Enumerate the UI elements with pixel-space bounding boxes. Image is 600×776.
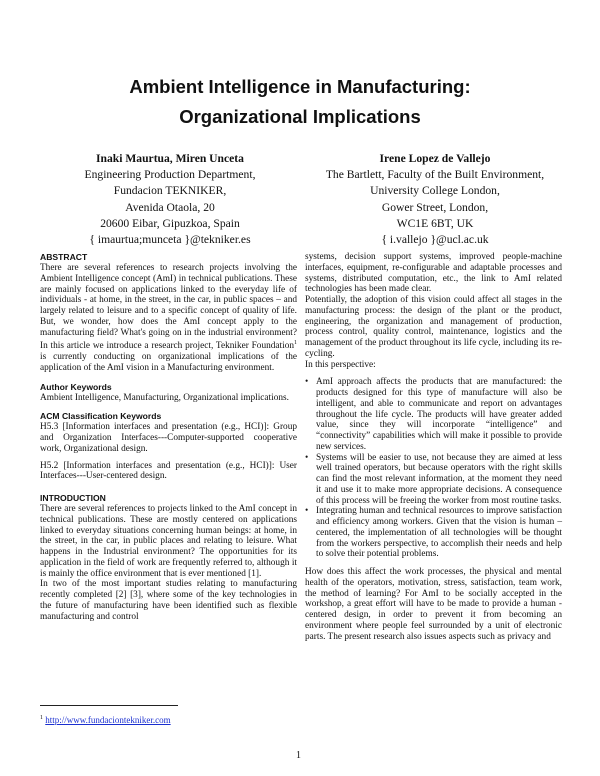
- left-column: [40, 252, 297, 622]
- footnote-link[interactable]: http://www.fundaciontekniker.com: [45, 715, 171, 725]
- body-paragraph: systems, decision support systems, improved people-machine interfaces, equipment, re-configurable and adaptable processes and systems, distributed computation, etc., the link to AmI related technologies has been made clear.: [305, 252, 562, 295]
- abstract-text-a: There are several references to research projects involving the Ambient Intelligence concept (AmI) in technical publications. These are mainly focused on applications linked to the everyday life of individuals - at home, in the street, in the car, in public spaces – and largely related to leisure and to a specific concept of quality of life. But, we wonder, how does the AmI concept apply to the manufacturing field? What's going on in the industrial environment? In this article we introduce a research project, Tekniker Foundation: [40, 263, 297, 352]
- author-email: { imaurtua;munceta }@tekniker.es: [89, 233, 251, 247]
- author-email: { i.vallejo }@ucl.ac.uk: [381, 233, 489, 247]
- author-names: Inaki Maurtua, Miren Unceta: [96, 152, 244, 165]
- author-block-1: [40, 151, 300, 248]
- introduction-heading: INTRODUCTION: [40, 493, 106, 504]
- abstract-heading: ABSTRACT: [40, 252, 88, 262]
- author-block-2: [305, 151, 565, 248]
- acm-keyword-item: H5.3 [Information interfaces and presentation (e.g., HCI)]: Group and Organization Interfaces---Computer-supported cooperative work, Organizational design.: [40, 422, 297, 454]
- footnote-marker: 1: [294, 340, 297, 347]
- footnote: [40, 715, 171, 725]
- body-paragraph: In this perspective:: [305, 359, 376, 370]
- acm-keyword-item: H5.2 [Information interfaces and presentation (e.g., HCI)]: User Interfaces---User-centered design.: [40, 460, 297, 482]
- right-column: [305, 252, 562, 642]
- affiliation-line: Fundacion TEKNIKER,: [113, 184, 227, 198]
- affiliation-line: University College London,: [370, 184, 500, 198]
- abstract-text-b: is currently conducting on organizational implications of the application of the AmI vision in a Manufacturing environment.: [40, 352, 297, 373]
- affiliation-line: Avenida Otaola, 20: [125, 200, 215, 214]
- affiliation-line: WC1E 6BT, UK: [396, 216, 474, 230]
- bullet-item: • Systems will be easier to use, not because they are aimed at less well trained operators, but because operators with the right skills can find the most relevant information, at the moment they need it and use it to make more appropriate decisions. A consequence of this process will be freeing the worker from most routine tasks.: [305, 453, 562, 507]
- abstract-text: [40, 263, 297, 374]
- body-paragraph: Potentially, the adoption of this vision could affect all stages in the manufacturing process: the design of the plant or the product, engineering, the organization and management of production, process control, quality control, maintenance, logistics and the management of the product throughout its life cycle, including its re-cycling.: [305, 295, 562, 359]
- intro-paragraph: In two of the most important studies relating to manufacturing recently completed [2] [3], where some of the key technologies in the future of manufacturing have been identified such as flexible manufacturing and control: [40, 579, 297, 622]
- affiliation-line: Engineering Production Department,: [84, 168, 256, 182]
- page-number: 1: [296, 750, 301, 761]
- affiliation-line: The Bartlett, Faculty of the Built Environment,: [325, 168, 545, 182]
- author-keywords-heading: Author Keywords: [40, 381, 112, 392]
- affiliation-line: 20600 Eibar, Gipuzkoa, Spain: [100, 216, 240, 230]
- paper-title-line-1: Ambient Intelligence in Manufacturing:: [129, 76, 471, 97]
- author-names: Irene Lopez de Vallejo: [379, 152, 491, 165]
- affiliation-line: Gower Street, London,: [381, 200, 489, 214]
- acm-keywords-heading: ACM Classification Keywords: [40, 411, 162, 422]
- body-paragraph: How does this affect the work processes, the physical and mental health of the operators, motivation, stress, satisfaction, team work, the method of learning? For AmI to be socially accepted in the workshop, a great effort will have to be made to provide a human - centered design, in order to prevent it from becoming an environment where people feel surrounded by a unit of electronic parts. The present research also issues aspects such as privacy and: [305, 567, 562, 642]
- bullet-item: • Integrating human and technical resources to improve satisfaction and efficiency among workers. Given that the vision is human – centered, the implementation of all technologies will be thought from the workers perspective, to accomplish their needs and help to solve their potential problems.: [305, 506, 562, 560]
- paper-title-line-2: Organizational Implications: [179, 106, 421, 127]
- footnote-divider: [40, 705, 178, 706]
- bullet-item: • AmI approach affects the products that are manufactured: the products designed for this type of manufacture will also be intelligent, and able to communicate and report on advantages throughout the life cycle. The products will have greater added value, since they will incorporate “intelligence” and “connectivity” capabilities which will make it possible to provide new services.: [305, 377, 562, 452]
- bullet-list: [305, 377, 562, 560]
- author-keywords-text: Ambient Intelligence, Manufacturing, Organizational implications.: [40, 392, 289, 403]
- intro-paragraph: There are several references to projects linked to the AmI concept in technical publications. These are mostly centered on applications linked to everyday situations concerning human beings: at home, in the street, in the car, in public places and relating to leisure. What happens in the Industrial environment? The opportunities for its application in the field of work are frequently referred to, although it is mainly the office environment that is ever mentioned [1].: [40, 504, 297, 579]
- footnote-mark: 1: [40, 715, 43, 721]
